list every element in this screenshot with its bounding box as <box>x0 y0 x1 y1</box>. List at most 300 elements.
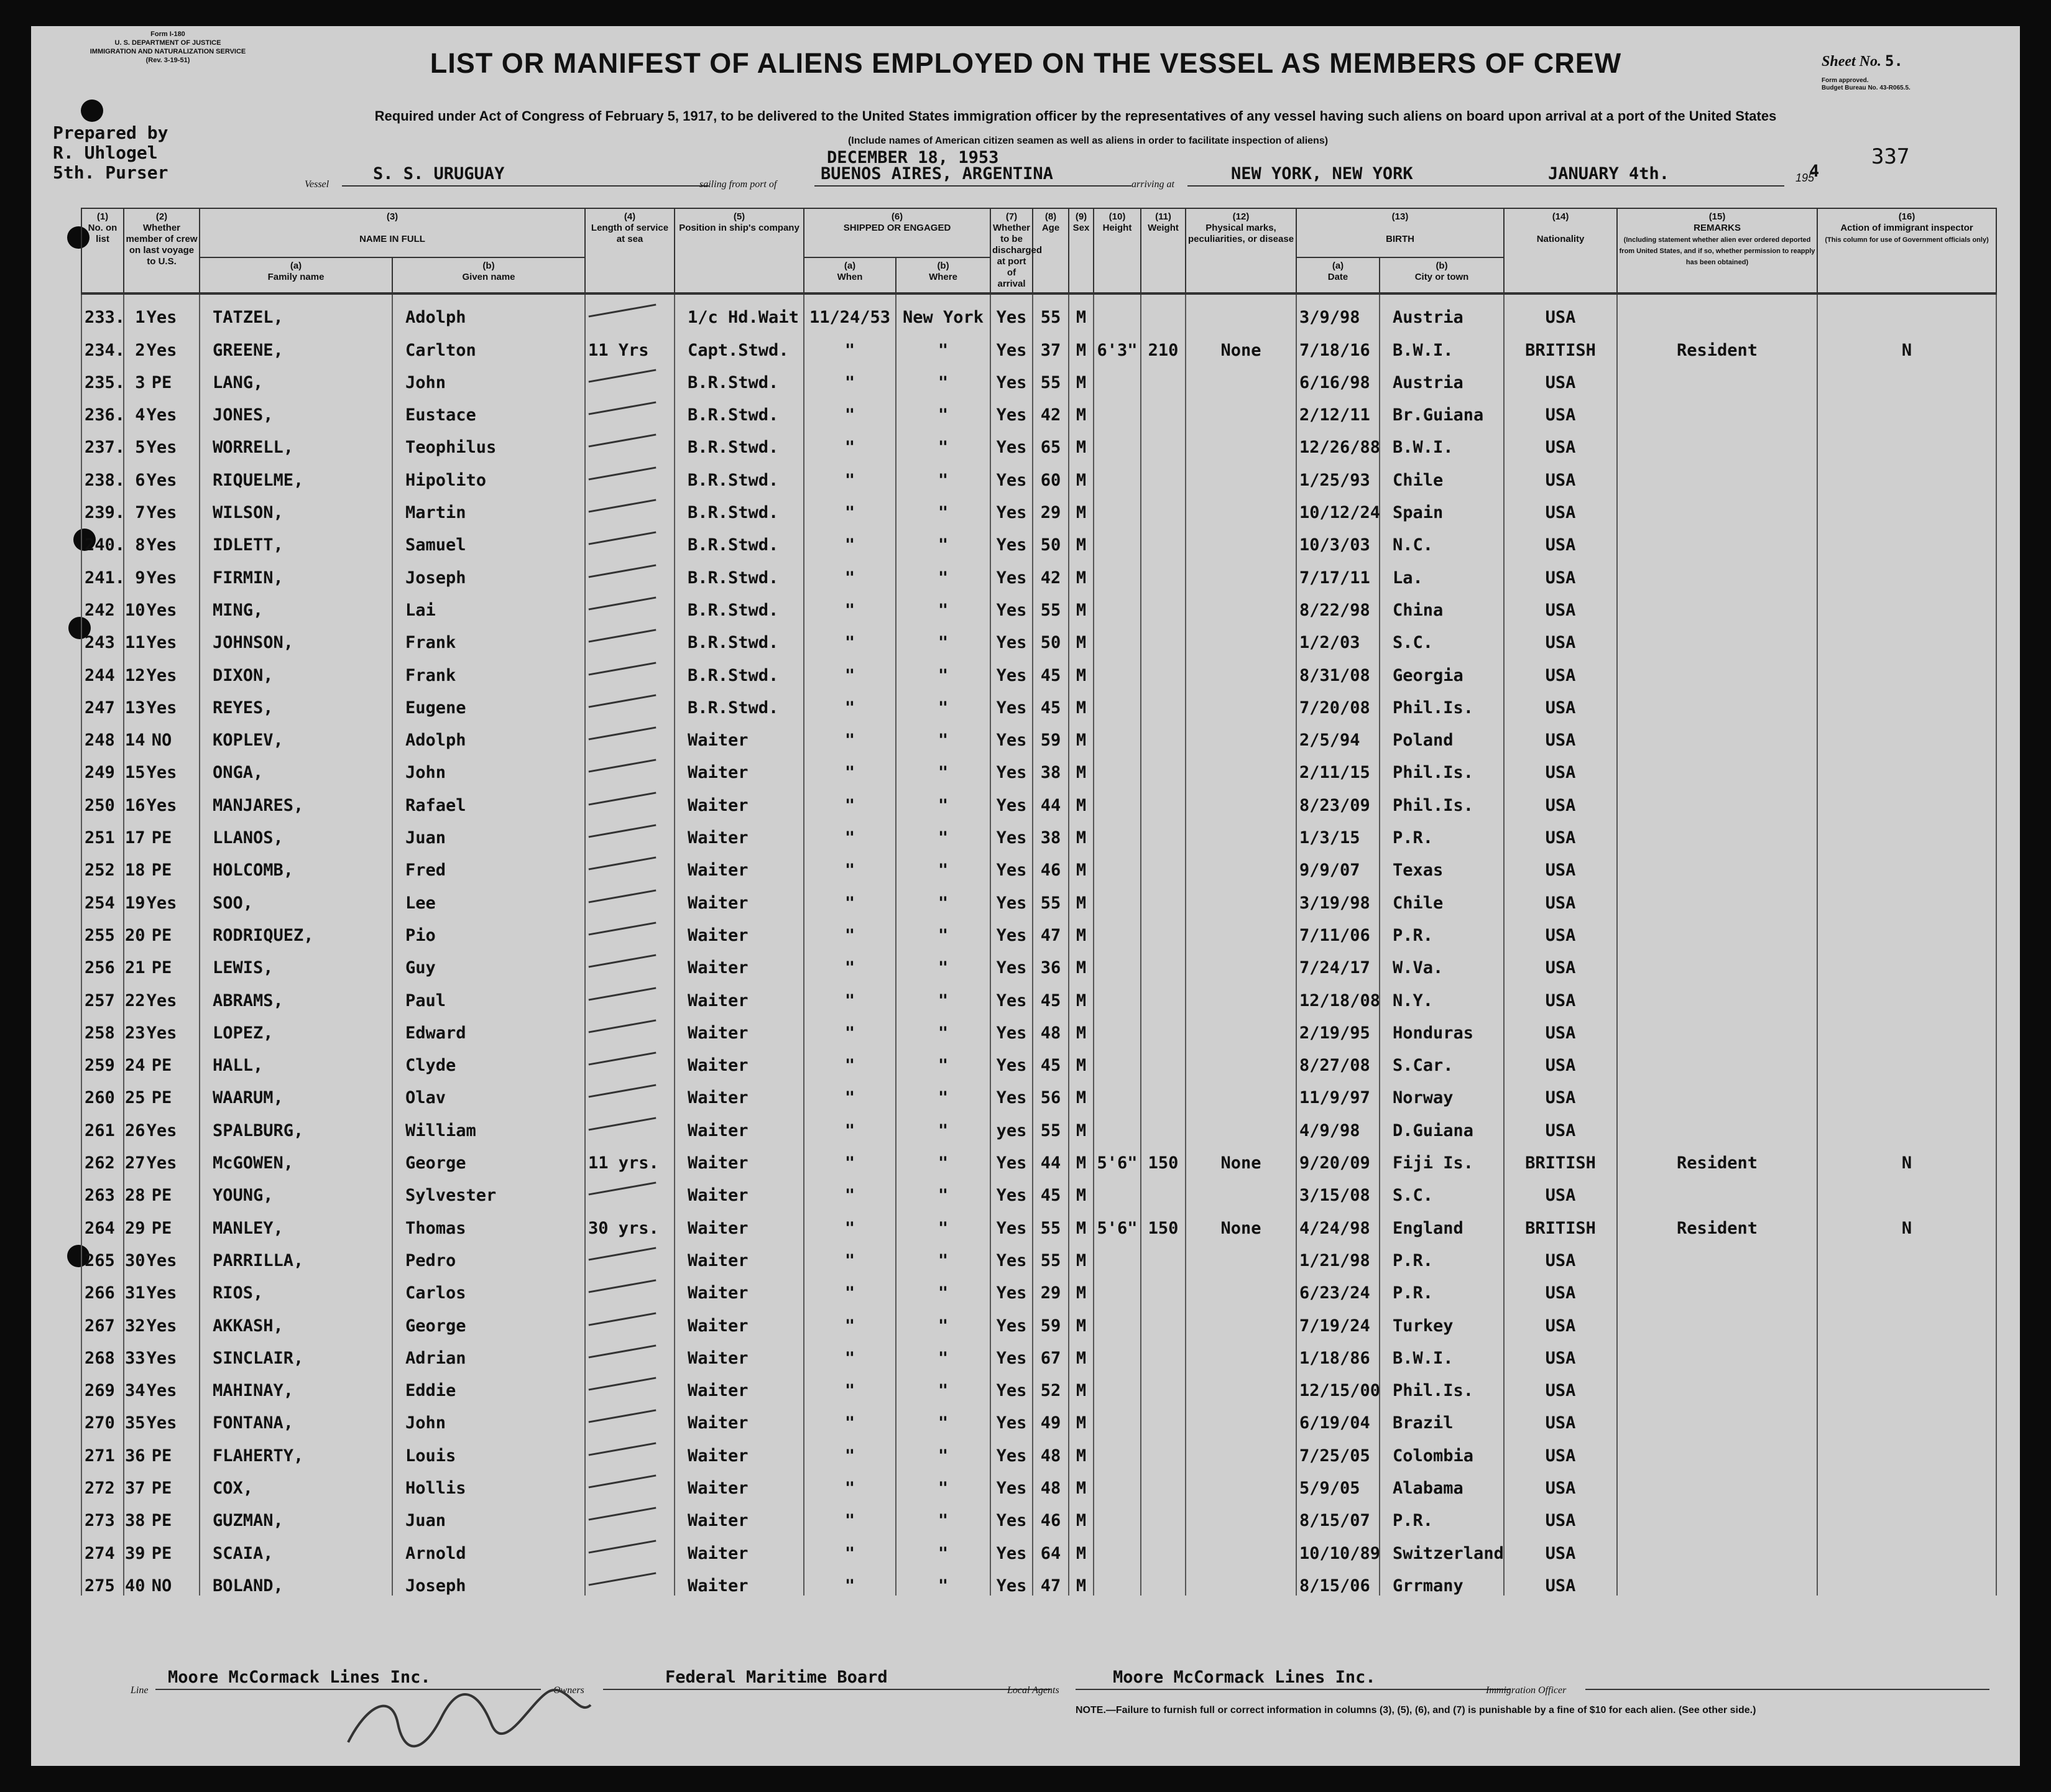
shipped-where-cell: " <box>896 457 990 489</box>
family-name-cell: MING, <box>200 588 392 620</box>
row-number: 266 31 <box>81 1270 124 1303</box>
col-header-sex: (9) Sex <box>1069 208 1094 293</box>
sex-cell: M <box>1069 1270 1094 1303</box>
given-name-cell: Adrian <box>392 1336 585 1368</box>
given-name-cell: Carlos <box>392 1270 585 1303</box>
service-cell <box>585 522 675 555</box>
shipped-where-cell: " <box>896 620 990 652</box>
weight-cell <box>1141 1498 1186 1530</box>
table-row <box>81 588 1996 620</box>
nationality-cell: USA <box>1504 1400 1617 1433</box>
family-name-cell: DIXON, <box>200 652 392 685</box>
physical-marks-cell <box>1186 977 1296 1010</box>
sex-cell: M <box>1069 1010 1094 1043</box>
birth-place-cell: Br.Guiana <box>1380 392 1504 425</box>
inspector-action-cell <box>1817 1433 1996 1465</box>
physical-marks-cell <box>1186 1368 1296 1400</box>
remarks-cell <box>1617 522 1817 555</box>
family-name-cell: WORRELL, <box>200 425 392 457</box>
service-cell <box>585 1303 675 1335</box>
birth-place-cell: Texas <box>1380 848 1504 880</box>
nationality-cell: USA <box>1504 1530 1617 1563</box>
inspector-action-cell <box>1817 555 1996 587</box>
birth-place-cell: Phil.Is. <box>1380 1368 1504 1400</box>
nationality-cell: USA <box>1504 815 1617 848</box>
shipped-where-cell: " <box>896 1075 990 1107</box>
discharged-cell: Yes <box>990 293 1033 327</box>
physical-marks-cell <box>1186 1303 1296 1335</box>
previous-voyage-cell: Yes <box>124 1368 200 1400</box>
shipped-when-cell: " <box>804 1498 896 1530</box>
physical-marks-cell <box>1186 1238 1296 1270</box>
shipped-when-cell: " <box>804 1563 896 1596</box>
discharged-cell: Yes <box>990 392 1033 425</box>
inspector-action-cell <box>1817 457 1996 489</box>
position-cell: Waiter <box>675 1270 804 1303</box>
tick-mark-icon <box>589 532 657 545</box>
given-name-cell: Sylvester <box>392 1173 585 1205</box>
age-cell: 59 <box>1033 1303 1069 1335</box>
tick-mark-icon <box>589 402 657 415</box>
physical-marks-cell <box>1186 620 1296 652</box>
table-row <box>81 1043 1996 1075</box>
weight-cell <box>1141 1400 1186 1433</box>
remarks-cell <box>1617 293 1817 327</box>
height-cell <box>1094 1270 1141 1303</box>
birth-date-cell: 8/15/06 <box>1296 1563 1380 1596</box>
physical-marks-cell <box>1186 490 1296 522</box>
row-number: 238. 6 <box>81 457 124 489</box>
inspector-action-cell <box>1817 1336 1996 1368</box>
age-cell: 52 <box>1033 1368 1069 1400</box>
physical-marks-cell <box>1186 1433 1296 1465</box>
inspector-action-cell <box>1817 490 1996 522</box>
discharged-cell: Yes <box>990 1498 1033 1530</box>
table-row <box>81 1173 1996 1205</box>
tick-mark-icon <box>589 1377 657 1391</box>
arriving-port: NEW YORK, NEW YORK <box>1187 164 1579 187</box>
remarks-cell <box>1617 1400 1817 1433</box>
previous-voyage-cell: Yes <box>124 327 200 359</box>
discharged-cell: Yes <box>990 848 1033 880</box>
shipped-when-cell: " <box>804 457 896 489</box>
birth-place-cell: Spain <box>1380 490 1504 522</box>
age-cell: 45 <box>1033 1043 1069 1075</box>
agents-name: Moore McCormack Lines Inc. <box>1076 1668 1511 1690</box>
inspector-action-cell <box>1817 1400 1996 1433</box>
immigration-officer-line <box>1585 1668 1989 1690</box>
shipped-when-cell: " <box>804 945 896 977</box>
birth-date-cell: 2/11/15 <box>1296 750 1380 782</box>
given-name-cell: Rafael <box>392 782 585 815</box>
birth-date-cell: 3/9/98 <box>1296 293 1380 327</box>
col-header-service: (4) Length of service at sea <box>585 208 675 293</box>
sex-cell: M <box>1069 1498 1094 1530</box>
age-cell: 46 <box>1033 1498 1069 1530</box>
discharged-cell: Yes <box>990 555 1033 587</box>
row-number: 233. 1 <box>81 293 124 327</box>
sailing-date: DECEMBER 18, 1953 <box>827 148 999 167</box>
position-cell: B.R.Stwd. <box>675 360 804 392</box>
family-name-cell: LOPEZ, <box>200 1010 392 1043</box>
shipped-when-cell: " <box>804 977 896 1010</box>
previous-voyage-cell: Yes <box>124 293 200 327</box>
birth-date-cell: 7/17/11 <box>1296 555 1380 587</box>
height-cell <box>1094 685 1141 718</box>
age-cell: 42 <box>1033 555 1069 587</box>
nationality-cell: USA <box>1504 1563 1617 1596</box>
age-cell: 55 <box>1033 360 1069 392</box>
birth-date-cell: 7/25/05 <box>1296 1433 1380 1465</box>
inspector-action-cell <box>1817 913 1996 945</box>
position-cell: Waiter <box>675 1173 804 1205</box>
table-row <box>81 1303 1996 1335</box>
height-cell <box>1094 360 1141 392</box>
shipped-when-cell: " <box>804 880 896 912</box>
weight-cell <box>1141 490 1186 522</box>
page-title: LIST OR MANIFEST OF ALIENS EMPLOYED ON THE VESSEL AS MEMBERS OF CREW <box>430 47 1622 79</box>
table-row <box>81 555 1996 587</box>
col-header-given-name: (b) Given name <box>392 257 585 293</box>
physical-marks-cell <box>1186 1336 1296 1368</box>
previous-voyage-cell: Yes <box>124 1140 200 1173</box>
sex-cell: M <box>1069 360 1094 392</box>
inspector-action-cell <box>1817 1498 1996 1530</box>
tick-mark-icon <box>589 1474 657 1488</box>
remarks-cell: Resident <box>1617 327 1817 359</box>
col-header-when: (a) When <box>804 257 896 293</box>
discharged-cell: Yes <box>990 782 1033 815</box>
height-cell <box>1094 718 1141 750</box>
col-header-inspector-action: (16) Action of immigrant inspector (This column for use of Government officials only) <box>1817 208 1996 293</box>
shipped-when-cell: " <box>804 1173 896 1205</box>
remarks-cell <box>1617 457 1817 489</box>
nationality-cell: USA <box>1504 1107 1617 1140</box>
height-cell <box>1094 620 1141 652</box>
height-cell <box>1094 555 1141 587</box>
shipped-where-cell: " <box>896 490 990 522</box>
weight-cell <box>1141 293 1186 327</box>
weight-cell <box>1141 1270 1186 1303</box>
given-name-cell: Joseph <box>392 1563 585 1596</box>
tick-mark-icon <box>589 466 657 480</box>
age-cell: 38 <box>1033 750 1069 782</box>
table-row <box>81 1433 1996 1465</box>
inspector-action-cell <box>1817 425 1996 457</box>
discharged-cell: Yes <box>990 815 1033 848</box>
remarks-cell <box>1617 685 1817 718</box>
shipped-where-cell: " <box>896 782 990 815</box>
height-cell: 5'6" <box>1094 1140 1141 1173</box>
weight-cell: 150 <box>1141 1140 1186 1173</box>
given-name-cell: Carlton <box>392 327 585 359</box>
sex-cell: M <box>1069 1303 1094 1335</box>
position-cell: Waiter <box>675 1107 804 1140</box>
discharged-cell: Yes <box>990 1043 1033 1075</box>
age-cell: 59 <box>1033 718 1069 750</box>
height-cell <box>1094 588 1141 620</box>
given-name-cell: Samuel <box>392 522 585 555</box>
remarks-cell <box>1617 1563 1817 1596</box>
table-row <box>81 1336 1996 1368</box>
given-name-cell: Hollis <box>392 1466 585 1498</box>
sex-cell: M <box>1069 880 1094 912</box>
inspector-action-cell <box>1817 782 1996 815</box>
shipped-when-cell: " <box>804 652 896 685</box>
shipped-when-cell: " <box>804 1530 896 1563</box>
sex-cell: M <box>1069 1107 1094 1140</box>
birth-date-cell: 6/16/98 <box>1296 360 1380 392</box>
given-name-cell: Eugene <box>392 685 585 718</box>
discharged-cell: Yes <box>990 652 1033 685</box>
physical-marks-cell <box>1186 815 1296 848</box>
row-number: 243 11 <box>81 620 124 652</box>
physical-marks-cell <box>1186 1010 1296 1043</box>
sex-cell: M <box>1069 1173 1094 1205</box>
page-number: 337 <box>1871 144 1910 169</box>
birth-date-cell: 11/9/97 <box>1296 1075 1380 1107</box>
age-cell: 45 <box>1033 1173 1069 1205</box>
birth-date-cell: 8/15/07 <box>1296 1498 1380 1530</box>
birth-date-cell: 4/24/98 <box>1296 1205 1380 1237</box>
shipped-when-cell: " <box>804 848 896 880</box>
birth-place-cell: B.W.I. <box>1380 327 1504 359</box>
remarks-cell <box>1617 1368 1817 1400</box>
row-number: 247 13 <box>81 685 124 718</box>
shipped-when-cell: " <box>804 425 896 457</box>
age-cell: 55 <box>1033 880 1069 912</box>
table-row <box>81 360 1996 392</box>
position-cell: Waiter <box>675 848 804 880</box>
nationality-cell: USA <box>1504 1368 1617 1400</box>
tick-mark-icon <box>589 727 657 741</box>
position-cell: Waiter <box>675 1238 804 1270</box>
sex-cell: M <box>1069 1205 1094 1237</box>
requirement-statement: Required under Act of Congress of February 5, 1917, to be delivered to the United States immigration officer by the representatives of any vessel having such aliens on board upon arrival at a port of the United States <box>374 108 1777 124</box>
row-number: 272 37 <box>81 1466 124 1498</box>
prepared-by: Prepared by R. Uhlogel 5th. Purser <box>53 122 168 183</box>
sex-cell: M <box>1069 1043 1094 1075</box>
sex-cell: M <box>1069 293 1094 327</box>
service-cell <box>585 1433 675 1465</box>
service-cell: 11 Yrs <box>585 327 675 359</box>
service-cell <box>585 1336 675 1368</box>
age-cell: 48 <box>1033 1466 1069 1498</box>
shipped-when-cell: " <box>804 815 896 848</box>
shipped-where-cell: " <box>896 1205 990 1237</box>
shipped-where-cell: New York <box>896 293 990 327</box>
given-name-cell: Thomas <box>392 1205 585 1237</box>
weight-cell <box>1141 848 1186 880</box>
discharged-cell: Yes <box>990 1270 1033 1303</box>
height-cell <box>1094 392 1141 425</box>
tick-mark-icon <box>589 1280 657 1293</box>
tick-mark-icon <box>589 889 657 903</box>
nationality-cell: USA <box>1504 1043 1617 1075</box>
row-number: 249 15 <box>81 750 124 782</box>
nationality-cell: USA <box>1504 588 1617 620</box>
height-cell <box>1094 1433 1141 1465</box>
given-name-cell: Lee <box>392 880 585 912</box>
shipped-where-cell: " <box>896 685 990 718</box>
shipped-where-cell: " <box>896 1466 990 1498</box>
given-name-cell: Lai <box>392 588 585 620</box>
nationality-cell: USA <box>1504 1173 1617 1205</box>
discharged-cell: Yes <box>990 718 1033 750</box>
family-name-cell: MANJARES, <box>200 782 392 815</box>
birth-place-cell: Chile <box>1380 880 1504 912</box>
family-name-cell: BOLAND, <box>200 1563 392 1596</box>
inspector-action-cell <box>1817 1043 1996 1075</box>
service-cell <box>585 1270 675 1303</box>
remarks-cell <box>1617 815 1817 848</box>
age-cell: 49 <box>1033 1400 1069 1433</box>
inspector-action-cell <box>1817 1010 1996 1043</box>
service-cell <box>585 815 675 848</box>
shipped-when-cell: " <box>804 1336 896 1368</box>
family-name-cell: WILSON, <box>200 490 392 522</box>
weight-cell: 150 <box>1141 1205 1186 1237</box>
sex-cell: M <box>1069 425 1094 457</box>
weight-cell <box>1141 1433 1186 1465</box>
tick-mark-icon <box>589 662 657 675</box>
family-name-cell: PARRILLA, <box>200 1238 392 1270</box>
discharged-cell: Yes <box>990 1530 1033 1563</box>
inspector-action-cell <box>1817 1563 1996 1596</box>
given-name-cell: Edward <box>392 1010 585 1043</box>
physical-marks-cell <box>1186 1563 1296 1596</box>
service-cell <box>585 652 675 685</box>
family-name-cell: RIQUELME, <box>200 457 392 489</box>
sex-cell: M <box>1069 1368 1094 1400</box>
service-cell <box>585 555 675 587</box>
tick-mark-icon <box>589 1507 657 1521</box>
col-header-discharged: (7) Whether to be discharged at port of arrival <box>990 208 1033 293</box>
discharged-cell: Yes <box>990 620 1033 652</box>
table-row <box>81 1563 1996 1596</box>
weight-cell <box>1141 782 1186 815</box>
family-name-cell: WAARUM, <box>200 1075 392 1107</box>
shipped-when-cell: " <box>804 588 896 620</box>
birth-date-cell: 12/26/88 <box>1296 425 1380 457</box>
sex-cell: M <box>1069 555 1094 587</box>
weight-cell <box>1141 913 1186 945</box>
previous-voyage-cell: Yes <box>124 490 200 522</box>
weight-cell <box>1141 555 1186 587</box>
birth-date-cell: 7/18/16 <box>1296 327 1380 359</box>
physical-marks-cell <box>1186 652 1296 685</box>
age-cell: 64 <box>1033 1530 1069 1563</box>
shipped-when-cell: " <box>804 1238 896 1270</box>
remarks-cell <box>1617 1043 1817 1075</box>
shipped-when-cell: " <box>804 1368 896 1400</box>
age-cell: 29 <box>1033 490 1069 522</box>
family-name-cell: LEWIS, <box>200 945 392 977</box>
service-cell <box>585 977 675 1010</box>
physical-marks-cell <box>1186 425 1296 457</box>
birth-date-cell: 6/23/24 <box>1296 1270 1380 1303</box>
birth-place-cell: Georgia <box>1380 652 1504 685</box>
col-header-no: (1) No. on list <box>81 208 124 293</box>
inspector-action-cell <box>1817 848 1996 880</box>
tick-mark-icon <box>589 434 657 448</box>
inspector-action-cell <box>1817 1270 1996 1303</box>
inspector-action-cell <box>1817 522 1996 555</box>
row-number: 244 12 <box>81 652 124 685</box>
remarks-cell <box>1617 880 1817 912</box>
shipped-where-cell: " <box>896 392 990 425</box>
discharged-cell: Yes <box>990 945 1033 977</box>
shipped-when-cell: " <box>804 913 896 945</box>
nationality-cell: USA <box>1504 425 1617 457</box>
tick-mark-icon <box>589 1247 657 1260</box>
table-row <box>81 1498 1996 1530</box>
given-name-cell: Eustace <box>392 392 585 425</box>
given-name-cell: Arnold <box>392 1530 585 1563</box>
shipped-when-cell: " <box>804 685 896 718</box>
weight-cell <box>1141 880 1186 912</box>
tick-mark-icon <box>589 499 657 513</box>
shipped-when-cell: " <box>804 1433 896 1465</box>
row-number: 252 18 <box>81 848 124 880</box>
line-name: Moore McCormack Lines Inc. <box>155 1668 541 1690</box>
table-row <box>81 652 1996 685</box>
given-name-cell: Pio <box>392 913 585 945</box>
tick-mark-icon <box>589 1117 657 1130</box>
remarks-cell <box>1617 588 1817 620</box>
birth-place-cell: S.C. <box>1380 1173 1504 1205</box>
row-number: 263 28 <box>81 1173 124 1205</box>
table-row <box>81 1400 1996 1433</box>
table-row <box>81 1466 1996 1498</box>
birth-place-cell: D.Guiana <box>1380 1107 1504 1140</box>
physical-marks-cell: None <box>1186 327 1296 359</box>
sex-cell: M <box>1069 1140 1094 1173</box>
birth-place-cell: N.C. <box>1380 522 1504 555</box>
inspector-action-cell: N <box>1817 1205 1996 1237</box>
given-name-cell: Martin <box>392 490 585 522</box>
remarks-cell <box>1617 1498 1817 1530</box>
shipped-when-cell: " <box>804 490 896 522</box>
sex-cell: M <box>1069 652 1094 685</box>
birth-date-cell: 8/27/08 <box>1296 1043 1380 1075</box>
service-cell <box>585 425 675 457</box>
arrival-date: JANUARY 4th. <box>1548 164 1784 187</box>
inspector-action-cell <box>1817 880 1996 912</box>
age-cell: 29 <box>1033 1270 1069 1303</box>
table-row <box>81 392 1996 425</box>
sex-cell: M <box>1069 1433 1094 1465</box>
age-cell: 45 <box>1033 652 1069 685</box>
shipped-where-cell: " <box>896 1107 990 1140</box>
family-name-cell: GREENE, <box>200 327 392 359</box>
service-cell <box>585 1466 675 1498</box>
discharged-cell: Yes <box>990 1433 1033 1465</box>
row-number: 261 26 <box>81 1107 124 1140</box>
remarks-cell <box>1617 1336 1817 1368</box>
sheet-number: Sheet No. 5. <box>1822 52 1903 70</box>
shipped-when-cell: " <box>804 1400 896 1433</box>
remarks-cell <box>1617 1466 1817 1498</box>
discharged-cell: Yes <box>990 1173 1033 1205</box>
service-cell <box>585 490 675 522</box>
service-cell: 11 yrs. <box>585 1140 675 1173</box>
remarks-cell <box>1617 555 1817 587</box>
position-cell: Waiter <box>675 1336 804 1368</box>
row-number: 239. 7 <box>81 490 124 522</box>
weight-cell <box>1141 1173 1186 1205</box>
sex-cell: M <box>1069 782 1094 815</box>
